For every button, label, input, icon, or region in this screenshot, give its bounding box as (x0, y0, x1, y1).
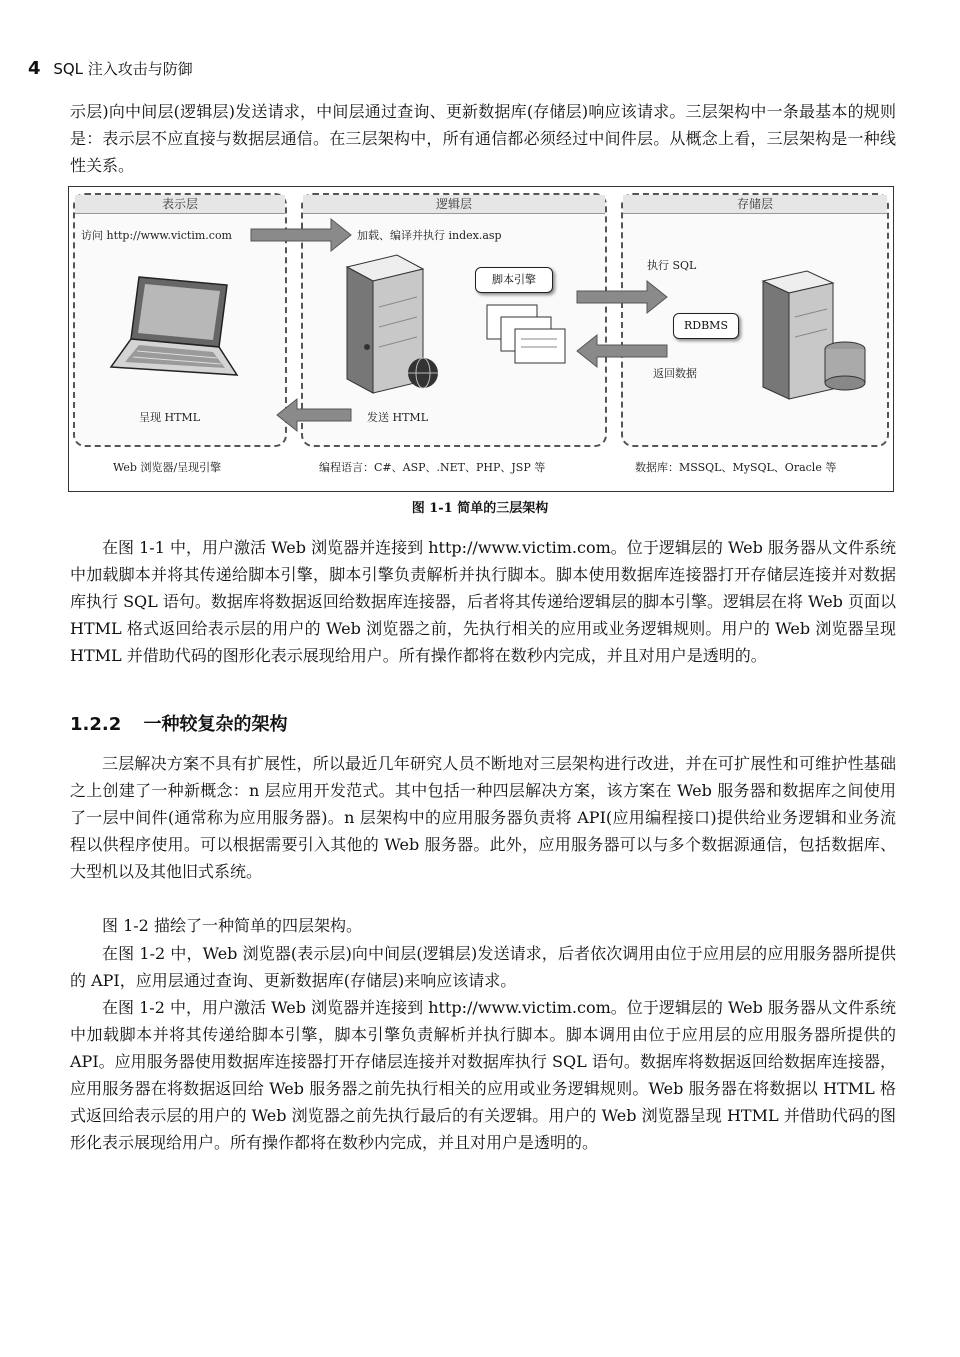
storage-footer: 数据库：MSSQL、MySQL、Oracle 等 (635, 461, 837, 474)
paragraph-n-tier: 三层解决方案不具有扩展性，所以最近几年研究人员不断地对三层架构进行改进，并在可扩展性和可维护性基础之上创建了一种新概念：n 层应用开发范式。其中包括一种四层解决方案，该方案在 Web 服务器和数据库之间使用了一层中间件(通常称为应用服务器)。n 层架构中的应用服务器负责将 API(应用编程接口)提供给业务逻辑和业务流程以供程序使用。可以根据需要引入其他的 Web 服务器。此外，应用服务器可以与多个数据源通信，包括数据库、大型机以及其他旧式系统。 (70, 754, 896, 881)
send-html-label: 发送 HTML (367, 411, 428, 424)
return-data-arrow (577, 335, 667, 367)
section-heading (70, 710, 288, 736)
figure-caption: 图 1-1 简单的三层架构 (411, 501, 549, 516)
paragraph-four-tier-request: 在图 1-2 中，Web 浏览器(表示层)向中间层(逻辑层)发送请求，后者依次调用由位于应用层的应用服务器所提供的 API，应用层通过查询、更新数据库(存储层)来响应该请求。 (70, 944, 896, 990)
presentation-tier-title: 表示层 (75, 195, 285, 214)
page-number: 4 (28, 58, 41, 79)
storage-tier-title: 存储层 (623, 195, 887, 214)
paragraph-four-tier-intro: 图 1-2 描绘了一种简单的四层架构。 (102, 916, 362, 935)
rdbms-box: RDBMS (673, 313, 739, 339)
request-arrow (251, 219, 351, 251)
three-tier-diagram (68, 186, 894, 492)
running-header (28, 58, 193, 79)
exec-sql-arrow (577, 281, 667, 313)
return-data-label: 返回数据 (653, 367, 697, 380)
section-title: 一种较复杂的架构 (143, 714, 288, 735)
script-engine-box: 脚本引擎 (475, 267, 553, 293)
top-paragraph: 示层)向中间层(逻辑层)发送请求，中间层通过查询、更新数据库(存储层)响应该请求。三层架构中一条最基本的规则是：表示层不应直接与数据层通信。在三层架构中，所有通信都必须经过中间件层。从概念上看，三层架构是一种线性关系。 (70, 102, 896, 175)
visit-label: 访问 http://www.victim.com (81, 229, 232, 242)
book-title: SQL 注入攻击与防御 (53, 60, 193, 78)
logic-tier-title: 逻辑层 (303, 195, 605, 214)
logic-footer: 编程语言：C#、ASP、.NET、PHP、JSP 等 (319, 461, 546, 474)
paragraph-figure-explanation: 在图 1-1 中，用户激活 Web 浏览器并连接到 http://www.victim.com。位于逻辑层的 Web 服务器从文件系统中加载脚本并将其传递给脚本引擎，脚本引擎负责解析并执行脚本。脚本使用数据库连接器打开存储层连接并对数据库执行 SQL 语句。数据库将数据返回给数据库连接器，后者将其传递给逻辑层的脚本引擎。逻辑层在将 Web 页面以 HTML 格式返回给表示层的用户的 Web 浏览器之前，先执行相关的应用或业务逻辑规则。用户的 Web 浏览器呈现 HTML 并借助代码的图形化表示展现给用户。所有操作都将在数秒内完成，并且对用户是透明的。 (70, 538, 896, 665)
presentation-footer: Web 浏览器/呈现引擎 (113, 461, 222, 474)
response-arrow (277, 399, 351, 431)
section-number: 1.2.2 (70, 714, 122, 735)
load-label: 加载、编译并执行 index.asp (357, 229, 502, 242)
render-html-label: 呈现 HTML (139, 411, 200, 424)
paragraph-four-tier-flow: 在图 1-2 中，用户激活 Web 浏览器并连接到 http://www.victim.com。位于逻辑层的 Web 服务器从文件系统中加载脚本并将其传递给脚本引擎，脚本引擎负责解析并执行脚本。脚本调用由位于应用层的应用服务器所提供的 API。应用服务器使用数据库连接器打开存储层连接并对数据库执行 SQL 语句。数据库将数据返回给数据库连接器，应用服务器在将数据返回给 Web 服务器之前先执行相关的应用或业务逻辑规则。Web 服务器在将数据以 HTML 格式返回给表示层的用户的 Web 浏览器之前先执行最后的有关逻辑。用户的 Web 浏览器呈现 HTML 并借助代码的图形化表示展现给用户。所有操作都将在数秒内完成，并且对用户是透明的。 (70, 998, 896, 1152)
exec-sql-label: 执行 SQL (647, 259, 697, 272)
